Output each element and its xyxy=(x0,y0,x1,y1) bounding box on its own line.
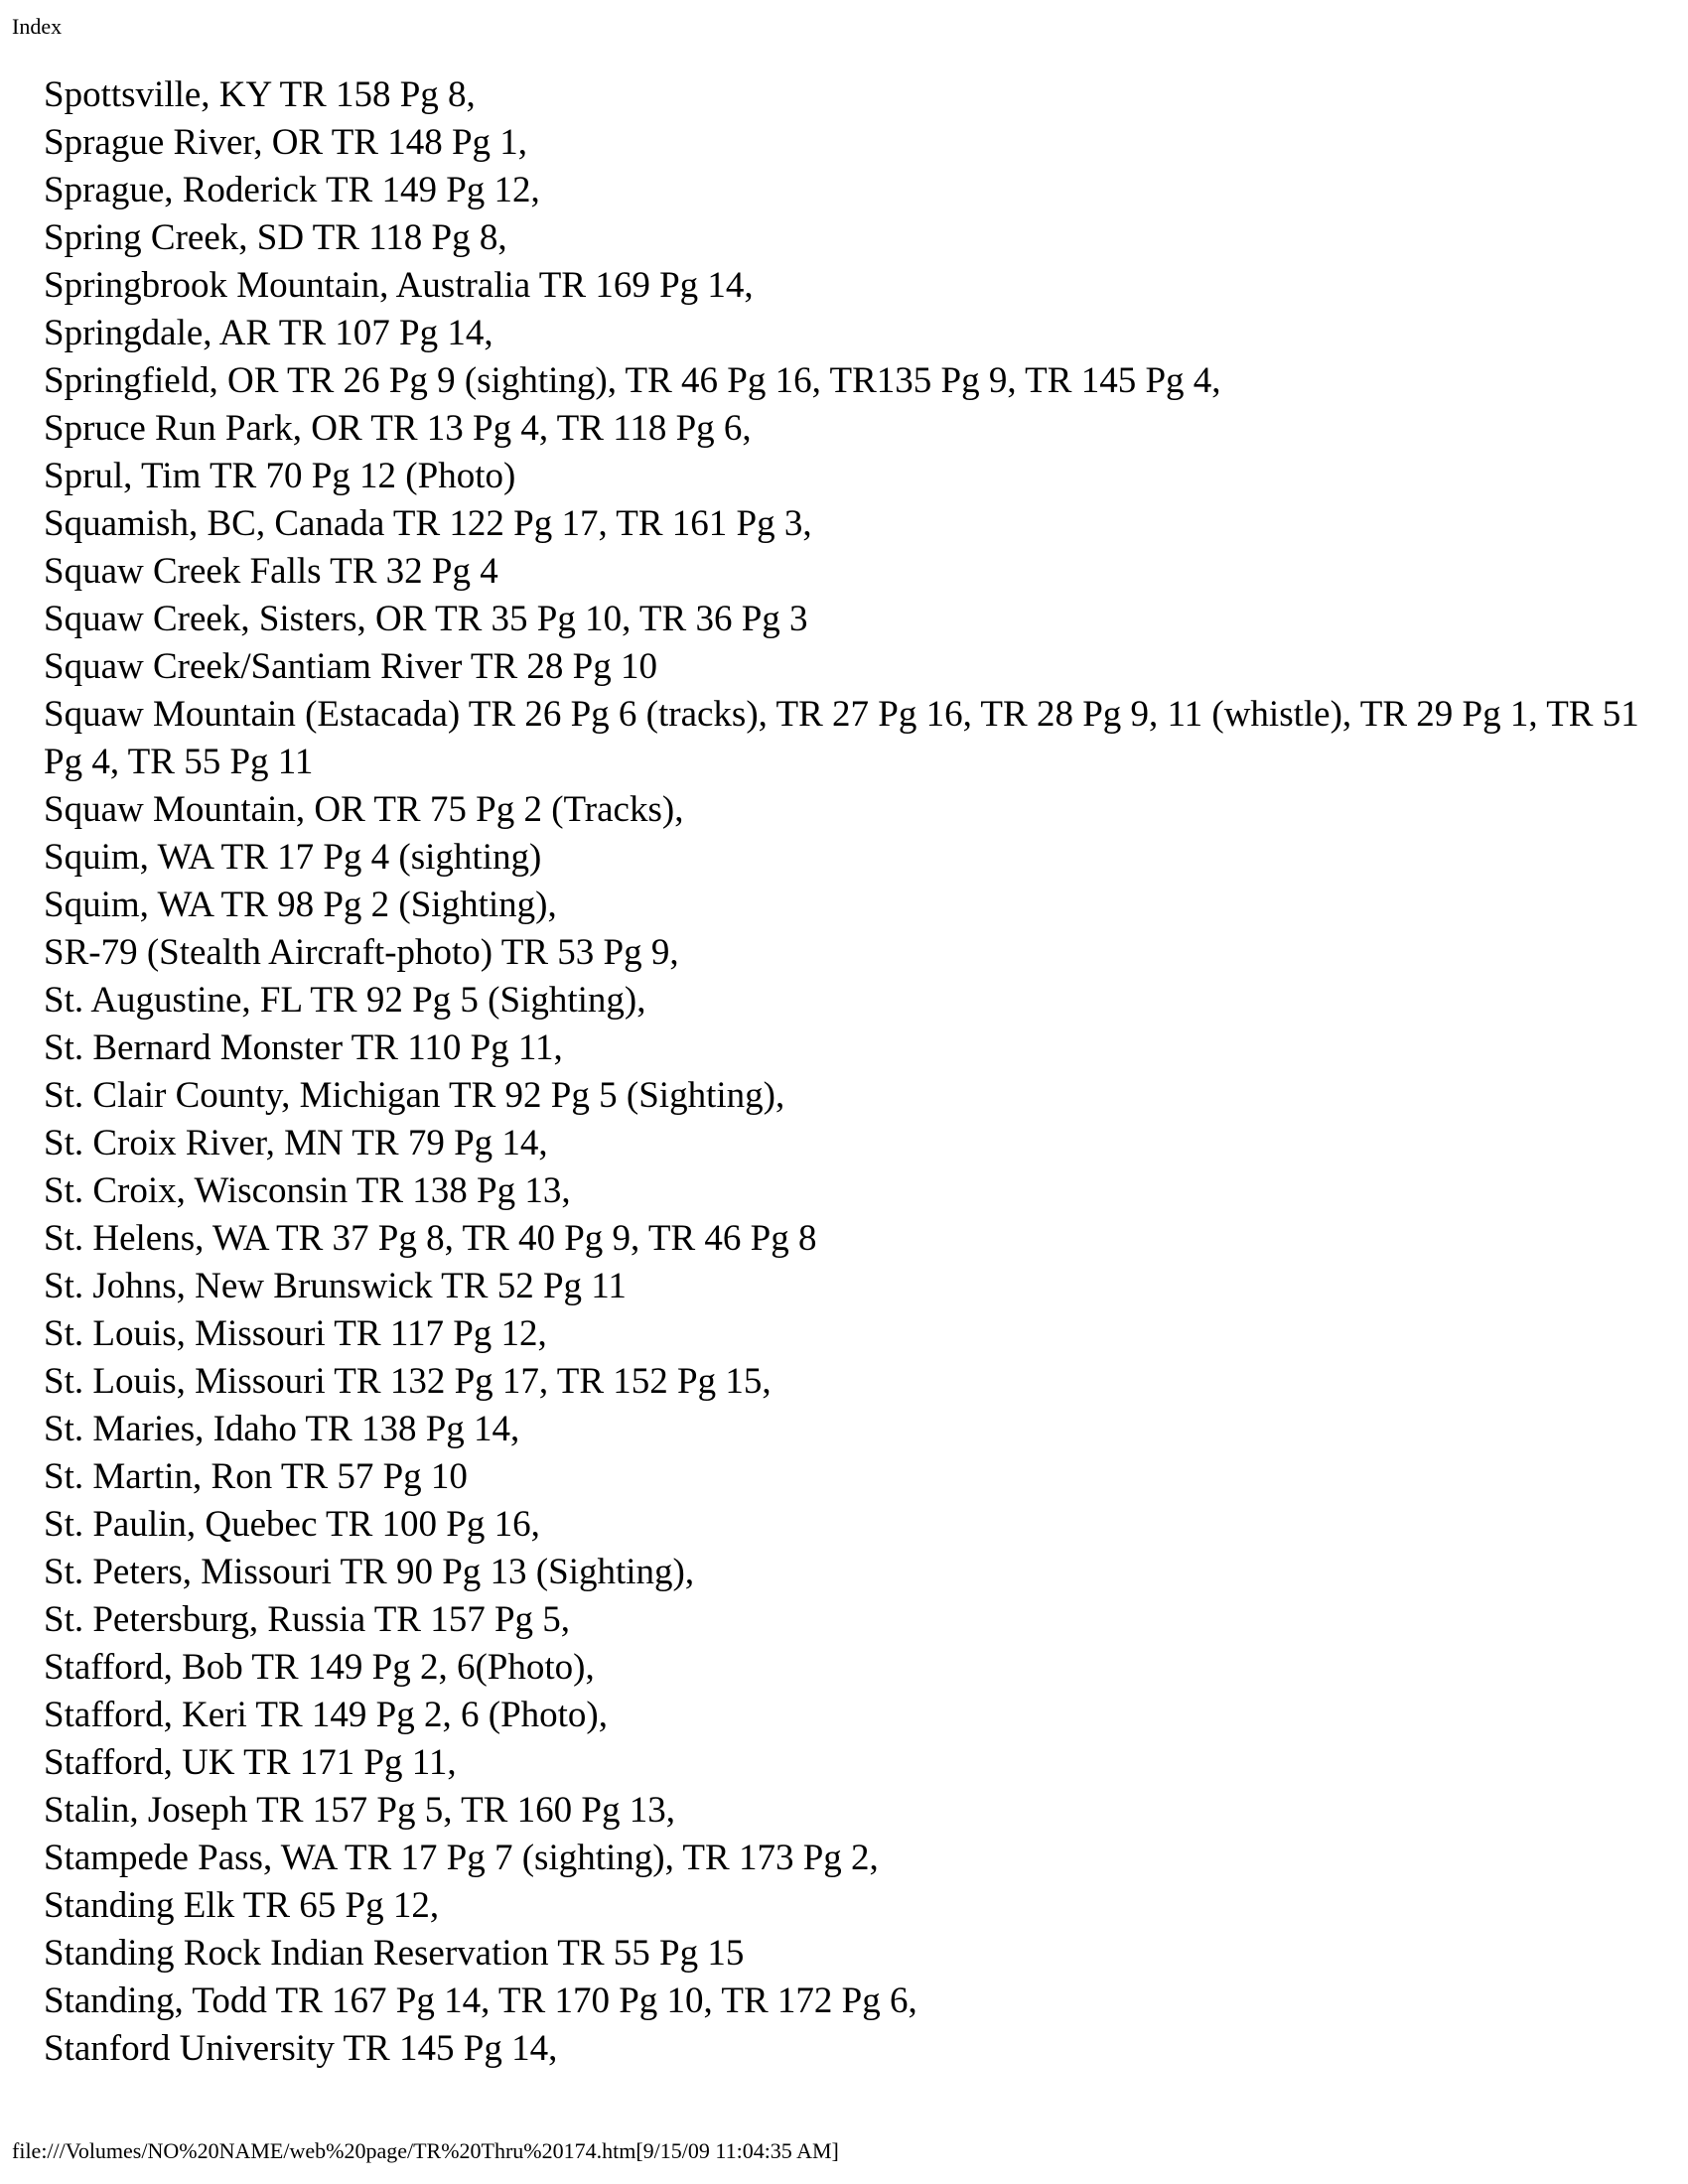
index-entry: Stafford, UK TR 171 Pg 11, xyxy=(44,1742,457,1783)
page-header: Index xyxy=(12,14,63,39)
index-entry: Springfield, OR TR 26 Pg 9 (sighting), TR 46 Pg 16, TR135 Pg 9, TR 145 Pg 4, xyxy=(44,360,1221,401)
index-entry: St. Peters, Missouri TR 90 Pg 13 (Sighting), xyxy=(44,1552,695,1592)
index-entry: Standing, Todd TR 167 Pg 14, TR 170 Pg 10, TR 172 Pg 6, xyxy=(44,1980,917,2021)
index-entry: Spottsville, KY TR 158 Pg 8, xyxy=(44,74,476,115)
index-entry: St. Johns, New Brunswick TR 52 Pg 11 xyxy=(44,1266,627,1306)
index-entry: St. Croix River, MN TR 79 Pg 14, xyxy=(44,1123,548,1163)
index-entry: Standing Elk TR 65 Pg 12, xyxy=(44,1885,440,1926)
index-entry: Standing Rock Indian Reservation TR 55 Pg 15 xyxy=(44,1933,745,1974)
index-entry: Stanford University TR 145 Pg 14, xyxy=(44,2028,558,2069)
index-entry: St. Paulin, Quebec TR 100 Pg 16, xyxy=(44,1504,540,1545)
index-entry: Squaw Creek Falls TR 32 Pg 4 xyxy=(44,551,498,592)
index-entry: Squaw Creek, Sisters, OR TR 35 Pg 10, TR 36 Pg 3 xyxy=(44,599,808,639)
index-entry: Spring Creek, SD TR 118 Pg 8, xyxy=(44,217,507,258)
index-entry: Springdale, AR TR 107 Pg 14, xyxy=(44,313,493,353)
index-entry: St. Helens, WA TR 37 Pg 8, TR 40 Pg 9, TR 46 Pg 8 xyxy=(44,1218,817,1259)
index-entry: Stampede Pass, WA TR 17 Pg 7 (sighting), TR 173 Pg 2, xyxy=(44,1838,879,1878)
index-entry: St. Clair County, Michigan TR 92 Pg 5 (Sighting), xyxy=(44,1075,785,1116)
index-entry: Sprague, Roderick TR 149 Pg 12, xyxy=(44,170,540,210)
index-entry: Squim, WA TR 98 Pg 2 (Sighting), xyxy=(44,885,557,925)
index-entry: Sprague River, OR TR 148 Pg 1, xyxy=(44,122,528,163)
index-entry: St. Petersburg, Russia TR 157 Pg 5, xyxy=(44,1599,571,1640)
index-entry: St. Croix, Wisconsin TR 138 Pg 13, xyxy=(44,1170,571,1211)
index-entry: SR-79 (Stealth Aircraft-photo) TR 53 Pg 9, xyxy=(44,932,679,973)
index-entry: Springbrook Mountain, Australia TR 169 Pg 14, xyxy=(44,265,754,306)
index-entry: Sprul, Tim TR 70 Pg 12 (Photo) xyxy=(44,456,516,496)
index-entry: Squim, WA TR 17 Pg 4 (sighting) xyxy=(44,837,542,878)
index-entry: Squaw Creek/Santiam River TR 28 Pg 10 xyxy=(44,646,657,687)
index-entry: St. Augustine, FL TR 92 Pg 5 (Sighting), xyxy=(44,980,646,1021)
index-entry: St. Maries, Idaho TR 138 Pg 14, xyxy=(44,1409,520,1449)
index-entries-list xyxy=(44,71,1652,2073)
index-entry: St. Bernard Monster TR 110 Pg 11, xyxy=(44,1027,563,1068)
index-entry: St. Martin, Ron TR 57 Pg 10 xyxy=(44,1456,468,1497)
index-entry: Squamish, BC, Canada TR 122 Pg 17, TR 161 Pg 3, xyxy=(44,503,812,544)
index-entry: St. Louis, Missouri TR 132 Pg 17, TR 152 Pg 15, xyxy=(44,1361,772,1402)
index-entry: Stalin, Joseph TR 157 Pg 5, TR 160 Pg 13, xyxy=(44,1790,675,1831)
index-entry: Spruce Run Park, OR TR 13 Pg 4, TR 118 Pg 6, xyxy=(44,408,752,449)
index-entry: Squaw Mountain, OR TR 75 Pg 2 (Tracks), xyxy=(44,789,684,830)
page-footer-url: file:///Volumes/NO%20NAME/web%20page/TR%20Thru%20174.htm[9/15/09 11:04:35 AM] xyxy=(12,2138,839,2163)
index-entry: Stafford, Keri TR 149 Pg 2, 6 (Photo), xyxy=(44,1695,609,1735)
index-entry: Stafford, Bob TR 149 Pg 2, 6(Photo), xyxy=(44,1647,595,1688)
index-entry: St. Louis, Missouri TR 117 Pg 12, xyxy=(44,1313,547,1354)
index-entry: Squaw Mountain (Estacada) TR 26 Pg 6 (tracks), TR 27 Pg 16, TR 28 Pg 9, 11 (whistle), TR 29 Pg 1, TR 51 Pg 4, TR 55 Pg 11 xyxy=(44,694,1639,782)
